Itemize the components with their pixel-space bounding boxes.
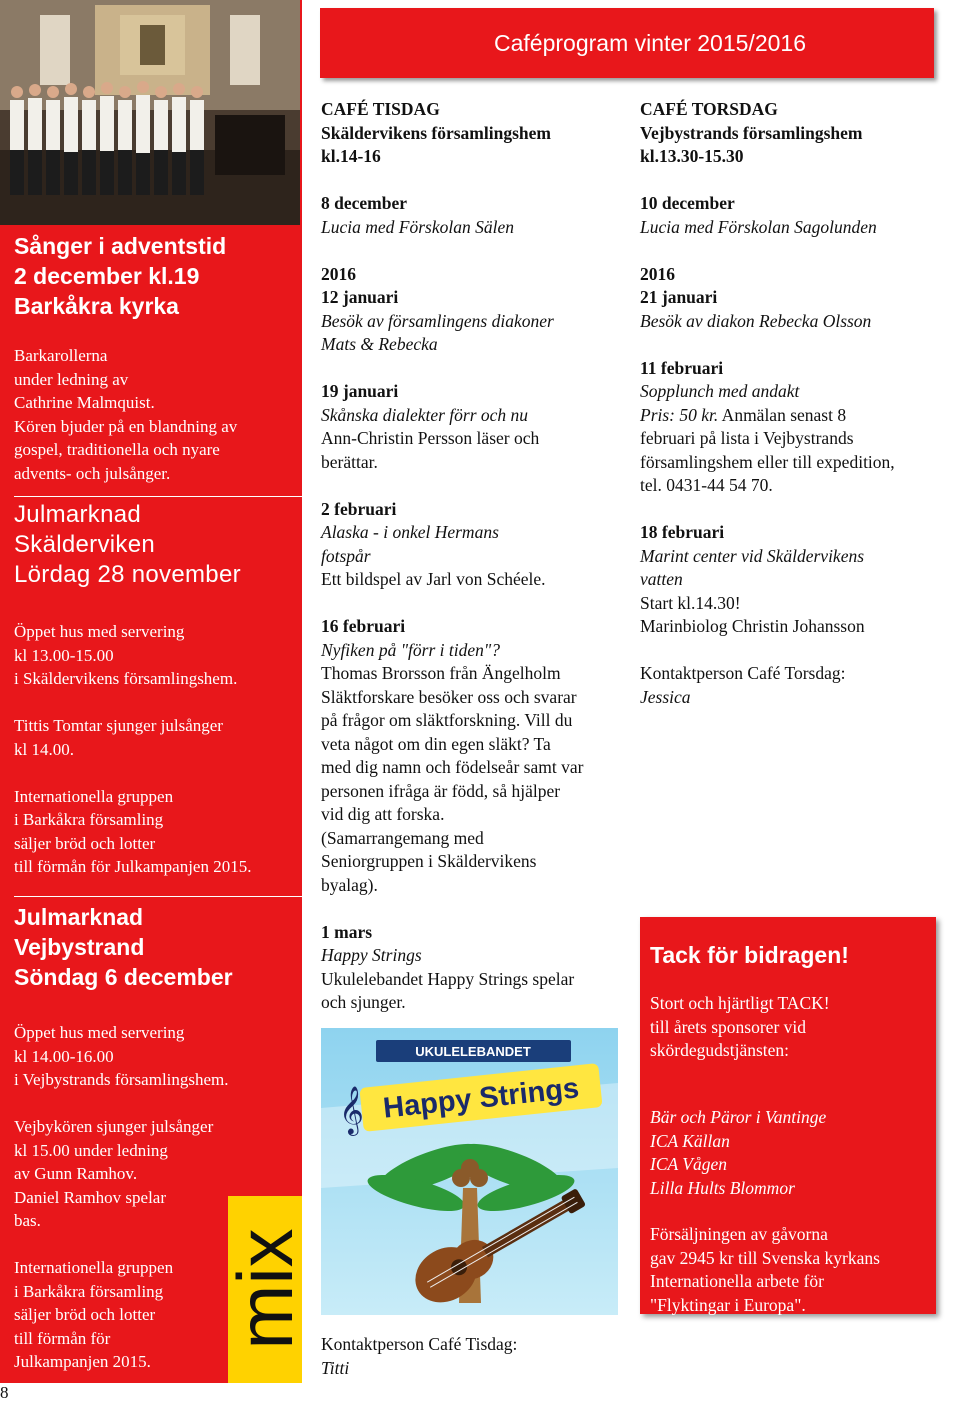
event: 11 februari Sopplunch med andakt Pris: 50 kr. Anmälan senast 8 februari på lista i Vejbystrands församlingshem eller till expedition, tel. 0431-44 54 70. (640, 357, 895, 495)
concert-heading: Sånger i adventstid 2 december kl.19 Barkåkra kyrka (14, 233, 227, 319)
torsdag-contact: Kontaktperson Café Torsdag: Jessica (640, 663, 846, 707)
torsdag-program (640, 192, 940, 709)
concert-description: Barkarollerna under ledning av Cathrine Malmquist. Kören bjuder på en blandning av gospel, traditionella och nyare advents- och julsånger. (14, 346, 238, 483)
mix-logo (221, 1196, 309, 1383)
happy-strings-poster (321, 1028, 618, 1315)
torsdag-heading: CAFÉ TORSDAG Vejbystrands församlingshem kl.13.30-15.30 (640, 99, 863, 166)
event: 16 februari Nyfiken på "förr i tiden"? Thomas Brorsson från Ängelholm Släktforskare besöker oss och svarar på frågor om släktforskning. Vill du veta något om din egen släkt? Ta med dig namn och födelseår samt var personen ifråga är född, så hjälper vid dig att forska. (Samarrangemang med Seniorgruppen i Skäldervikens byalag). (321, 616, 584, 895)
music-note-icon: 𝄞 (339, 1085, 364, 1134)
tisdag-program (321, 192, 631, 1015)
event: 19 januari Skånska dialekter förr och nu Ann-Christin Persson läser och berättar. (321, 381, 540, 472)
event: 1 mars Happy Strings Ukulelebandet Happy Strings spelar och sjunger. (321, 921, 575, 1012)
divider (14, 896, 302, 897)
market-vejbystrand-text: Öppet hus med servering kl 14.00-16.00 i Vejbystrands församlingshem. Vejbykören sjunger julsånger kl 15.00 under ledning av Gunn Ramhov. Daniel Ramhov spelar bas. Internationella gruppen i Barkåkra församling säljer bröd och lotter till förmån för Julkampanjen 2015. (14, 1023, 229, 1371)
poster-top-text: UKULELEBANDET (415, 1044, 531, 1059)
market-skalderviken-text: Öppet hus med servering kl 13.00-15.00 i Skäldervikens församlingshem. Tittis Tomtar sjunger julsånger kl 14.00. Internationella gruppen i Barkåkra församling säljer bröd och lotter till förmån för Julkampanjen 2015. (14, 622, 252, 876)
donation-text: Försäljningen av gåvorna gav 2945 kr till Svenska kyrkans Internationella arbete för "Flyktingar i Europa". (650, 1224, 880, 1315)
event: 2016 21 januari Besök av diakon Rebecka Olsson (640, 263, 872, 331)
divider (14, 496, 302, 497)
page-header (320, 8, 934, 78)
choir-photo (0, 0, 300, 225)
event: 2 februari Alaska - i onkel Hermans fotspår Ett bildspel av Jarl von Schéele. (321, 498, 546, 589)
event: 10 december Lucia med Förskolan Sagolunden (640, 193, 877, 237)
market-skalderviken-heading: Julmarknad Skälderviken Lördag 28 november (14, 501, 241, 588)
thanks-text: Stort och hjärtligt TACK! till årets sponsorer vid skördegudstjänsten: (650, 993, 830, 1060)
sponsor-list (650, 1106, 826, 1200)
thanks-box (640, 917, 936, 1314)
list-item: ICA Vågen (650, 1154, 727, 1174)
mix-logo-text: mix (221, 1228, 309, 1350)
page-title: Caféprogram vinter 2015/2016 (494, 30, 806, 56)
thanks-title: Tack för bidragen! (650, 942, 849, 968)
tisdag-heading: CAFÉ TISDAG Skäldervikens församlingshem kl.14-16 (321, 99, 551, 166)
tisdag-contact: Kontaktperson Café Tisdag: Titti (321, 1334, 518, 1378)
page-number: 8 (0, 1383, 9, 1402)
list-item: ICA Källan (650, 1130, 730, 1151)
list-item: Lilla Hults Blommor (650, 1177, 795, 1198)
poster-title: Happy Strings (381, 1072, 581, 1125)
event: 18 februari Marint center vid Skäldervikens vatten Start kl.14.30! Marinbiolog Christin Johansson (640, 522, 865, 636)
event: 8 december Lucia med Förskolan Sälen (321, 193, 514, 237)
market-vejbystrand-heading: Julmarknad Vejbystrand Söndag 6 december (14, 904, 233, 990)
list-item: Bär och Päror i Vantinge (650, 1107, 827, 1127)
event: 2016 12 januari Besök av församlingens diakoner Mats & Rebecka (321, 263, 554, 354)
